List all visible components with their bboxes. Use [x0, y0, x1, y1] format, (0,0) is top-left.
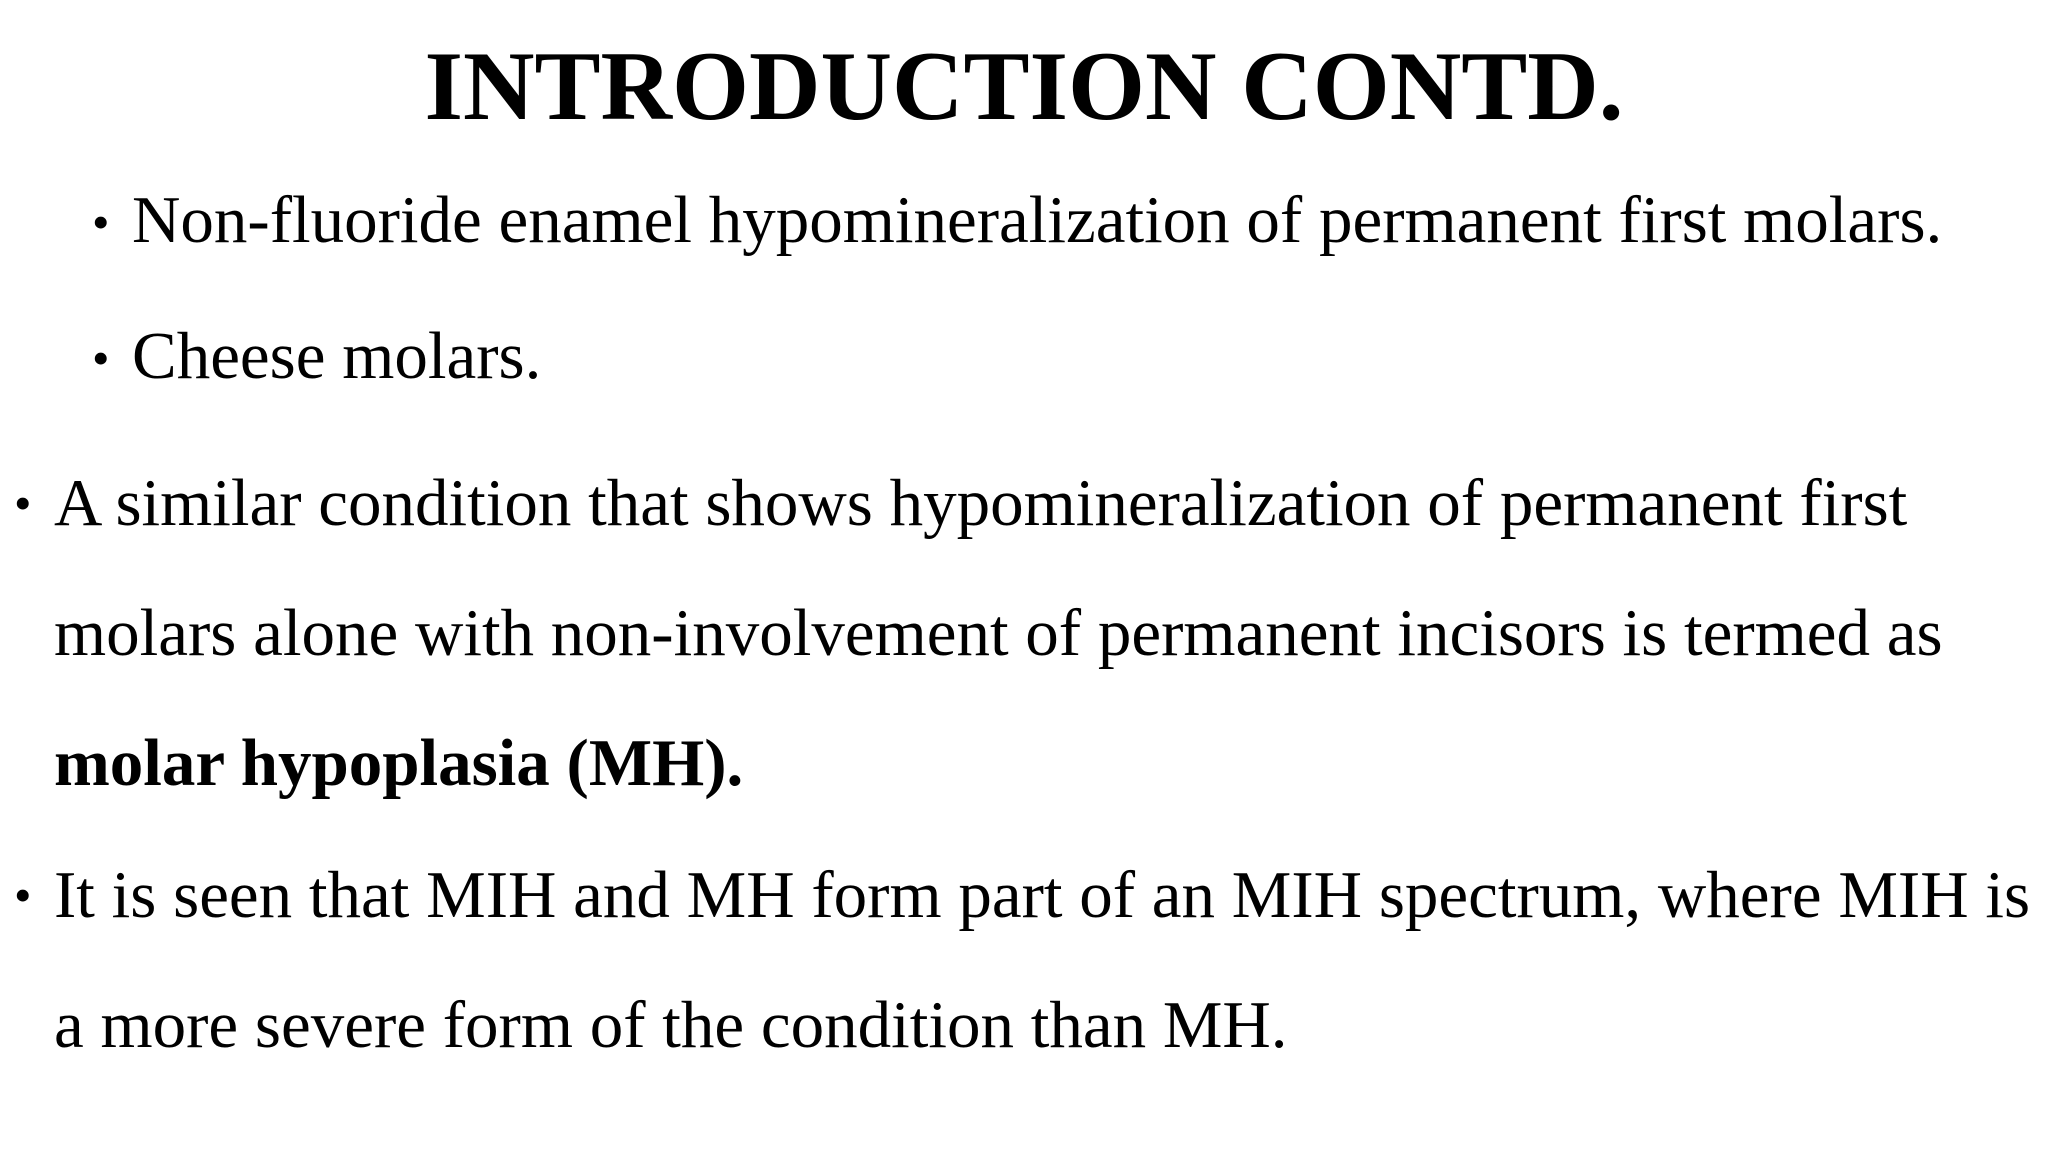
main-bullet-text — [54, 438, 2034, 828]
bullet-icon: • — [14, 475, 32, 531]
main-bullet-item — [14, 830, 2034, 1090]
slide-title: INTRODUCTION CONTD. — [424, 32, 1624, 141]
main-bullet-text — [54, 830, 2034, 1090]
bullet-icon: • — [92, 194, 110, 250]
bullet-icon: • — [14, 867, 32, 923]
main-bullet-bold-term: molar hypoplasia (MH). — [54, 726, 744, 800]
main-bullet-item — [14, 438, 2034, 828]
sub-bullet-text: Cheese molars. — [132, 319, 542, 393]
main-bullet-plain-text: It is seen that MIH and MH form part of an MIH spectrum, where MIH is a more severe form of the condition than MH. — [54, 858, 2031, 1062]
bullet-icon: • — [92, 330, 110, 386]
main-bullet-plain-text: A similar condition that shows hypomineralization of permanent first molars alone with non-involvement of permanent incisors is termed as — [54, 466, 1943, 670]
sub-bullet-text: Non-fluoride enamel hypomineralization of permanent first molars. — [132, 183, 1943, 257]
